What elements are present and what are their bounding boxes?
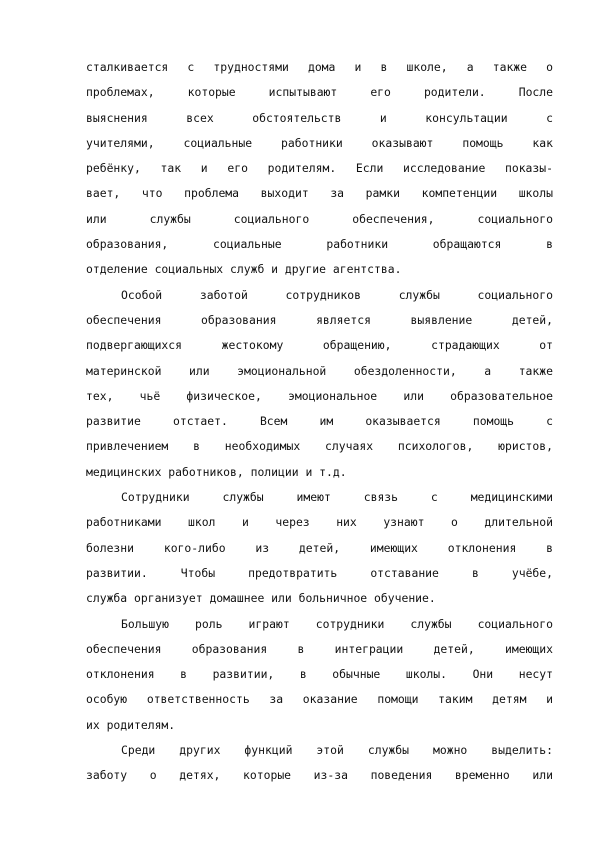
text-line: ребёнку, так и его родителям. Если исследование показы- [86,161,553,176]
paragraph-3 [86,485,553,611]
text-line: подвергающихся жестокому обращению, страдающих от [86,338,553,353]
document-body [86,55,553,789]
text-line: привлечением в необходимых случаях психологов, юристов, [86,439,553,454]
text-line: служба организует домашнее или больничное обучение. [86,591,436,606]
text-line: Особой заботой сотрудников службы социального [121,287,553,302]
text-line: болезни кого-либо из детей, имеющих отклонения в [86,540,553,555]
text-line: обеспечения образования является выявление детей, [86,312,553,327]
paragraph-2 [86,283,553,485]
text-line: материнской или эмоциональной обездоленности, а также [86,363,553,378]
text-line: проблемах, которые испытывают его родители. После [86,85,553,100]
text-line: развитии. Чтобы предотвратить отставание в учёбе, [86,565,553,580]
text-line: медицинских работников, полиции и т.д. [86,464,347,479]
text-line: тех, чьё физическое, эмоциональное или образовательное [86,388,553,403]
text-line: образования, социальные работники обращаются в [86,237,553,252]
text-line: заботу о детях, которые из-за поведения временно или [86,768,553,783]
text-line: работниками школ и через них узнают о длительной [86,515,553,530]
text-line: отделение социальных служб и другие агентства. [86,262,402,277]
text-line: выяснения всех обстоятельств и консультации с [86,110,553,125]
text-line: развитие отстает. Всем им оказывается помощь с [86,414,553,429]
text-line: или службы социального обеспечения, социального [86,211,553,226]
text-line: отклонения в развитии, в обычные школы. Они несут [86,667,553,682]
text-line: особую ответственность за оказание помощи таким детям и [86,692,553,707]
text-line: Большую роль играют сотрудники службы социального [121,616,553,631]
text-line: Сотрудники службы имеют связь с медицинскими [121,490,553,505]
text-line: их родителям. [86,717,176,732]
text-line: учителями, социальные работники оказывают помощь как [86,135,553,150]
paragraph-5 [86,738,553,789]
paragraph-4 [86,612,553,738]
paragraph-1 [86,55,553,283]
text-line: Среди других функций этой службы можно выделить: [121,743,553,758]
text-line: сталкивается с трудностями дома и в школе, а также о [86,60,553,74]
text-line: обеспечения образования в интеграции детей, имеющих [86,641,553,656]
text-line: вает, что проблема выходит за рамки компетенции школы [86,186,553,201]
